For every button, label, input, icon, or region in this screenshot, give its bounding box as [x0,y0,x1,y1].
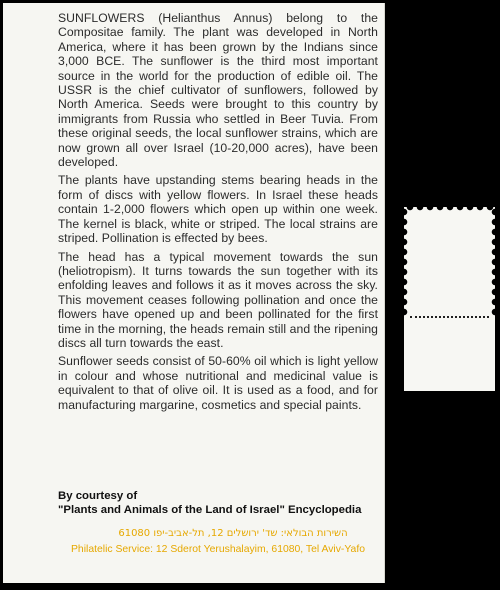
stamp-tab-perforation [410,316,489,318]
paragraph-plant: The plants have upstanding stems bearing heads in the form of discs with yellow flowers. In Israel these heads contain 1-2,000 flowers which open up within one week. The kernel is black, white or striped. The local strains are striped. Pollination is effected by bees. [58,173,378,246]
philatelic-service-hebrew: השירות הבולאי: שד' ירושלים 12, תל-אביב-יפו 61080 [118,528,348,539]
credit-line-1: By courtesy of [58,490,138,502]
paragraph-intro: SUNFLOWERS (Helianthus Annus) belong to the Compositae family. The plant was developed in North America, where it has been grown by the Indians since 3,000 BCE. The sunflower is the third most important source in the world for the production of edible oil. The USSR is the chief cultivator of sunflowers, followed by North America. Seeds were brought to this country by immigrants from Russia who settled in Beer Tuvia. From these original seeds, the local sunflower strains, which are now grown all over Israel (10-20,000 acres), have been developed. [58,11,378,170]
courtesy-credit [58,489,378,517]
stamp-perforation-right [489,207,495,317]
stamp-perforation-top [404,207,495,215]
paragraph-seeds: Sunflower seeds consist of 50-60% oil which is light yellow in colour and whose nutritional and medicinal value is equivalent to that of olive oil. It is used as a food, and for manufacturing margarine, cosmetics and special paints. [58,354,378,412]
philatelic-service-english: Philatelic Service: 12 Sderot Yerushalayim, 61080, Tel Aviv-Yafo [71,544,365,555]
card-body-text [58,11,378,416]
paragraph-heliotropism: The head has a typical movement towards the sun (heliotropism). It turns towards the sun together with its enfolding leaves and follows it as it moves across the sky. This movement ceases following pollination and once the flowers have opened up and been pollinated for the first time in the morning, the heads remain still and the ripening discs all turn towards the east. [58,249,378,350]
stamp-perforation-left [404,207,410,317]
info-card [3,3,385,583]
credit-line-2: "Plants and Animals of the Land of Israel" Encyclopedia [58,504,362,516]
stamp-back-with-tab [404,207,495,391]
